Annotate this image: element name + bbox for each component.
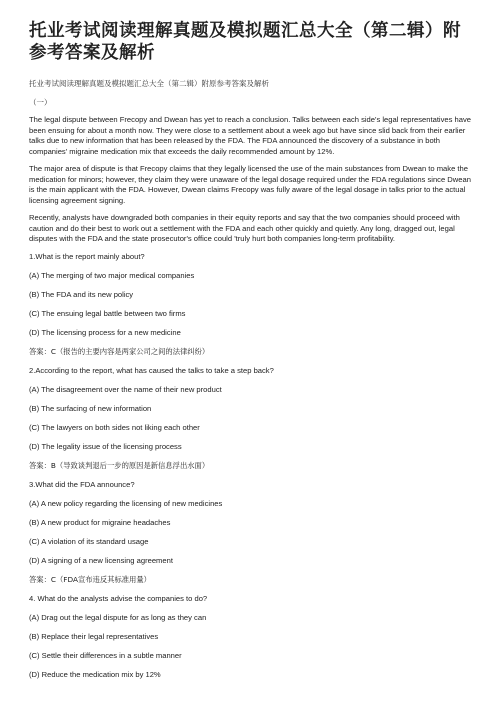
question-2-option-c: (C) The lawyers on both sides not liking each other: [29, 422, 200, 432]
section-marker: （一）: [29, 98, 52, 107]
question-3-answer: 答案：C（FDA宣布违反其标准用量）: [29, 574, 151, 584]
question-3-option-b: (B) A new product for migraine headaches: [29, 517, 171, 527]
question-3-option-c: (C) A violation of its standard usage: [29, 536, 149, 546]
question-3-option-a: (A) A new policy regarding the licensing of new medicines: [29, 498, 223, 508]
question-4-option-c: (C) Settle their differences in a subtle manner: [29, 650, 182, 660]
question-2-option-d: (D) The legality issue of the licensing process: [29, 441, 182, 451]
question-1: 1.What is the report mainly about?: [29, 251, 145, 261]
page-subtitle: 托业考试阅读理解真题及模拟题汇总大全（第二辑）附原参考答案及解析: [29, 79, 269, 88]
question-4-option-d: (D) Reduce the medication mix by 12%: [29, 669, 161, 679]
question-4-option-a: (A) Drag out the legal dispute for as long as they can: [29, 612, 207, 622]
question-1-option-b: (B) The FDA and its new policy: [29, 289, 134, 299]
question-2-option-b: (B) The surfacing of new information: [29, 403, 152, 413]
question-4-option-b: (B) Replace their legal representatives: [29, 631, 159, 641]
question-3-option-d: (D) A signing of a new licensing agreement: [29, 555, 173, 565]
passage-paragraph-3: Recently, analysts have downgraded both companies in their equity reports and say that the two companies should proceed with caution and do their best to work out a settlement with the FDA and each other quickly and quietly. Any long, dragged out, legal disputes with the FDA and the state prosecutor's office could 'truly hurt both companies long-term profitability.: [29, 213, 460, 243]
question-3: 3.What did the FDA announce?: [29, 479, 135, 489]
question-1-option-d: (D) The licensing process for a new medicine: [29, 327, 181, 337]
question-1-answer: 答案：C（报告的主要内容是两家公司之间的法律纠纷）: [29, 346, 210, 356]
page-title: 托业考试阅读理解真题及模拟题汇总大全（第二辑）附参考答案及解析: [29, 21, 461, 63]
question-1-option-a: (A) The merging of two major medical companies: [29, 270, 195, 280]
question-2: 2.According to the report, what has caused the talks to take a step back?: [29, 365, 274, 375]
question-2-answer: 答案：B（导致谈判退后一步的原因是新信息浮出水面）: [29, 460, 210, 470]
question-4: 4. What do the analysts advise the companies to do?: [29, 593, 208, 603]
passage-paragraph-2: The major area of dispute is that Frecopy claims that they legally licensed the use of the main substances from Dwean to make the medication for minors; however, they claim they were unaware of the legal dosage required under the FDA regulations since Dwean is the main applicant with the FDA. However, Dwean claims Frecopy was fully aware of the legal dosage in talks prior to the actual licensing agreement signing.: [29, 164, 471, 205]
question-2-option-a: (A) The disagreement over the name of their new product: [29, 384, 222, 394]
passage-paragraph-1: The legal dispute between Frecopy and Dwean has yet to reach a conclusion. Talks between each side's legal representatives have been ensuing for about a month now. They were close to a settlement about a week ago but have since slid back from their earlier talks due to new information that has been released by the FDA. The FDA announced the discovery of a substance in both companies' migraine medication mix that exceeds the daily recommended amount by 12%.: [29, 115, 472, 156]
document-page: [29, 20, 477, 689]
question-1-option-c: (C) The ensuing legal battle between two firms: [29, 308, 186, 318]
